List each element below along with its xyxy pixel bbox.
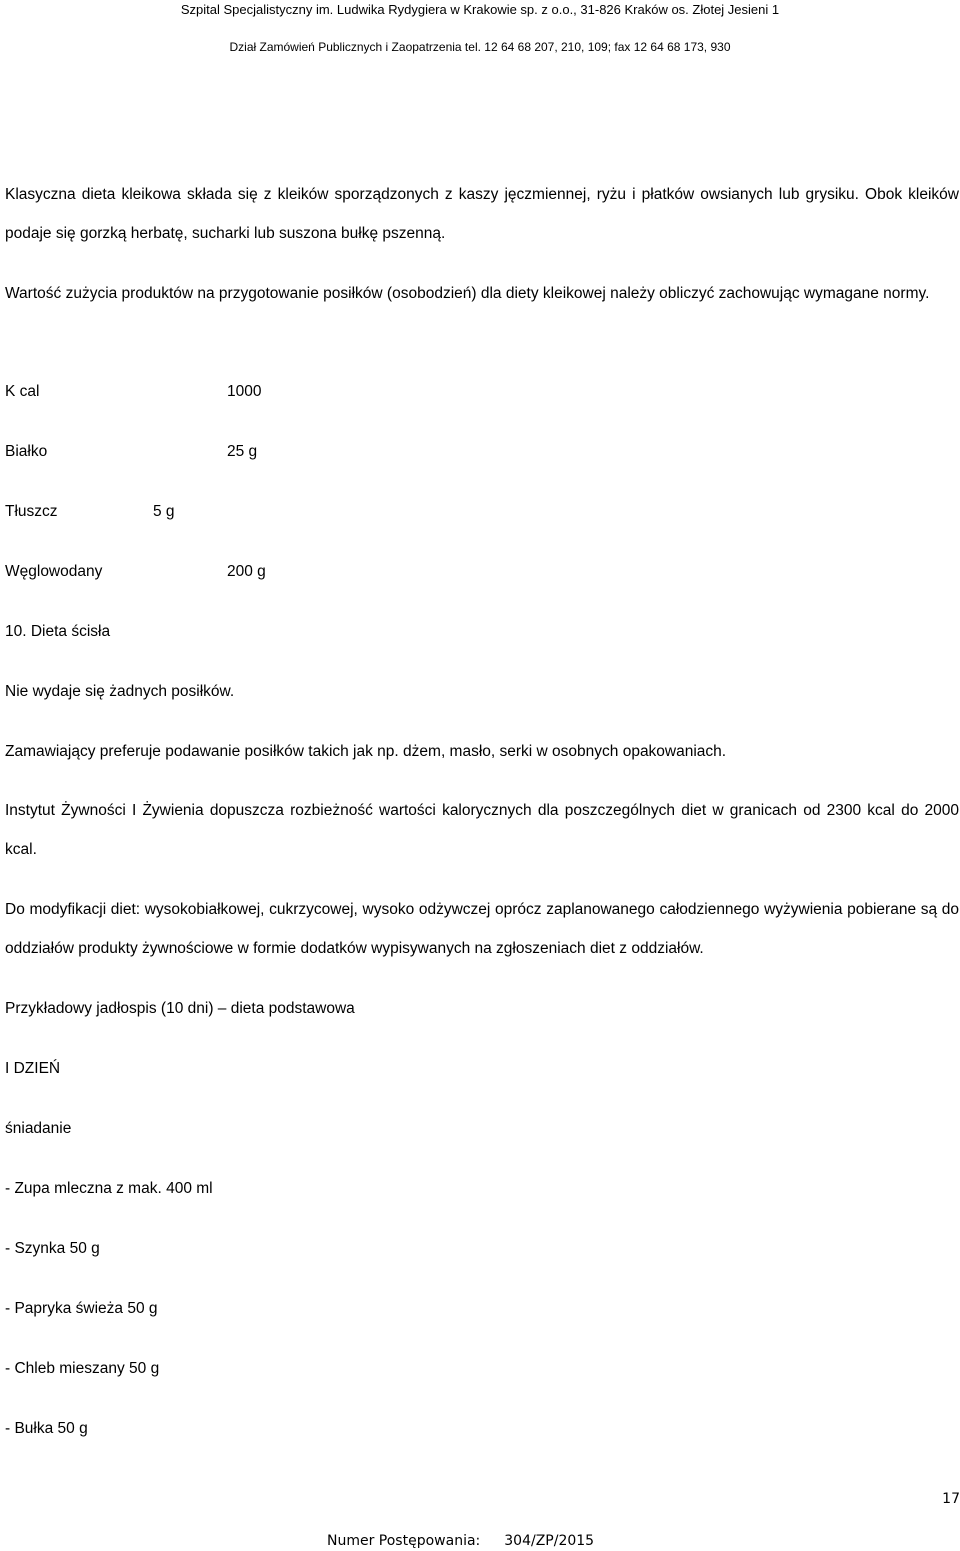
list-item: - Szynka 50 g <box>5 1240 100 1257</box>
header-hospital-address: Szpital Specjalistyczny im. Ludwika Rydygiera w Krakowie sp. z o.o., 31-826 Kraków os. Złotej Jesieni 1 <box>180 2 780 17</box>
paragraph-gruel-diet: Klasyczna dieta kleikowa składa się z kleików sporządzonych z kaszy jęczmiennej, ryżu i płatków owsianych lub grysiku. Obok kleików podaje się gorzką herbatę, sucharki lub suszona bułkę pszenną. <box>5 186 959 242</box>
text-sample-menu: Przykładowy jadłospis (10 dni) – dieta podstawowa <box>5 1000 355 1017</box>
text-day-heading: I DZIEŃ <box>5 1060 61 1077</box>
section-heading-strict-diet: 10. Dieta ścisła <box>5 623 111 640</box>
text-meal-heading: śniadanie <box>5 1120 72 1137</box>
nutrition-label-protein: Białko <box>5 443 48 460</box>
paragraph-modification: Do modyfikacji diet: wysokobiałkowej, cukrzycowej, wysoko odżywczej oprócz zaplanowanego całodziennego wyżywienia pobierane są do oddziałów produkty żywnościowe w formie dodatków wypisywanych na zgłoszeniach diet z oddziałów. <box>5 901 959 957</box>
document-header <box>0 0 960 62</box>
nutrition-value-protein: 25 g <box>227 443 258 460</box>
footer-procedure-number: 304/ZP/2015 <box>504 1533 595 1549</box>
nutrition-value-carbs: 200 g <box>227 563 266 580</box>
list-item: - Papryka świeża 50 g <box>5 1300 158 1317</box>
page-number: 17 <box>942 1491 960 1507</box>
nutrition-value-fat: 5 g <box>153 503 175 520</box>
footer-procedure <box>327 1533 594 1549</box>
text-preference: Zamawiający preferuje podawanie posiłków takich jak np. dżem, masło, serki w osobnych opakowaniach. <box>5 743 727 760</box>
list-item: - Zupa mleczna z mak. 400 ml <box>5 1180 213 1197</box>
text-no-meals: Nie wydaje się żadnych posiłków. <box>5 683 235 700</box>
nutrition-value-kcal: 1000 <box>227 383 262 400</box>
header-department-contact: Dział Zamówień Publicznych i Zaopatrzenia tel. 12 64 68 207, 210, 109; fax 12 64 68 173, 930 <box>229 40 731 54</box>
nutrition-label-fat: Tłuszcz <box>5 503 58 520</box>
nutrition-label-carbs: Węglowodany <box>5 563 103 580</box>
nutrition-label-kcal: K cal <box>5 383 40 400</box>
list-item: - Bułka 50 g <box>5 1420 88 1437</box>
footer-procedure-label: Numer Postępowania: <box>327 1533 481 1549</box>
list-item: - Chleb mieszany 50 g <box>5 1360 160 1377</box>
paragraph-institute: Instytut Żywności I Żywienia dopuszcza rozbieżność wartości kalorycznych dla poszczególnych diet w granicach od 2300 kcal do 2000 kcal. <box>5 802 959 858</box>
paragraph-consumption-norms: Wartość zużycia produktów na przygotowanie posiłków (osobodzień) dla diety kleikowej należy obliczyć zachowując wymagane normy. <box>5 285 930 302</box>
